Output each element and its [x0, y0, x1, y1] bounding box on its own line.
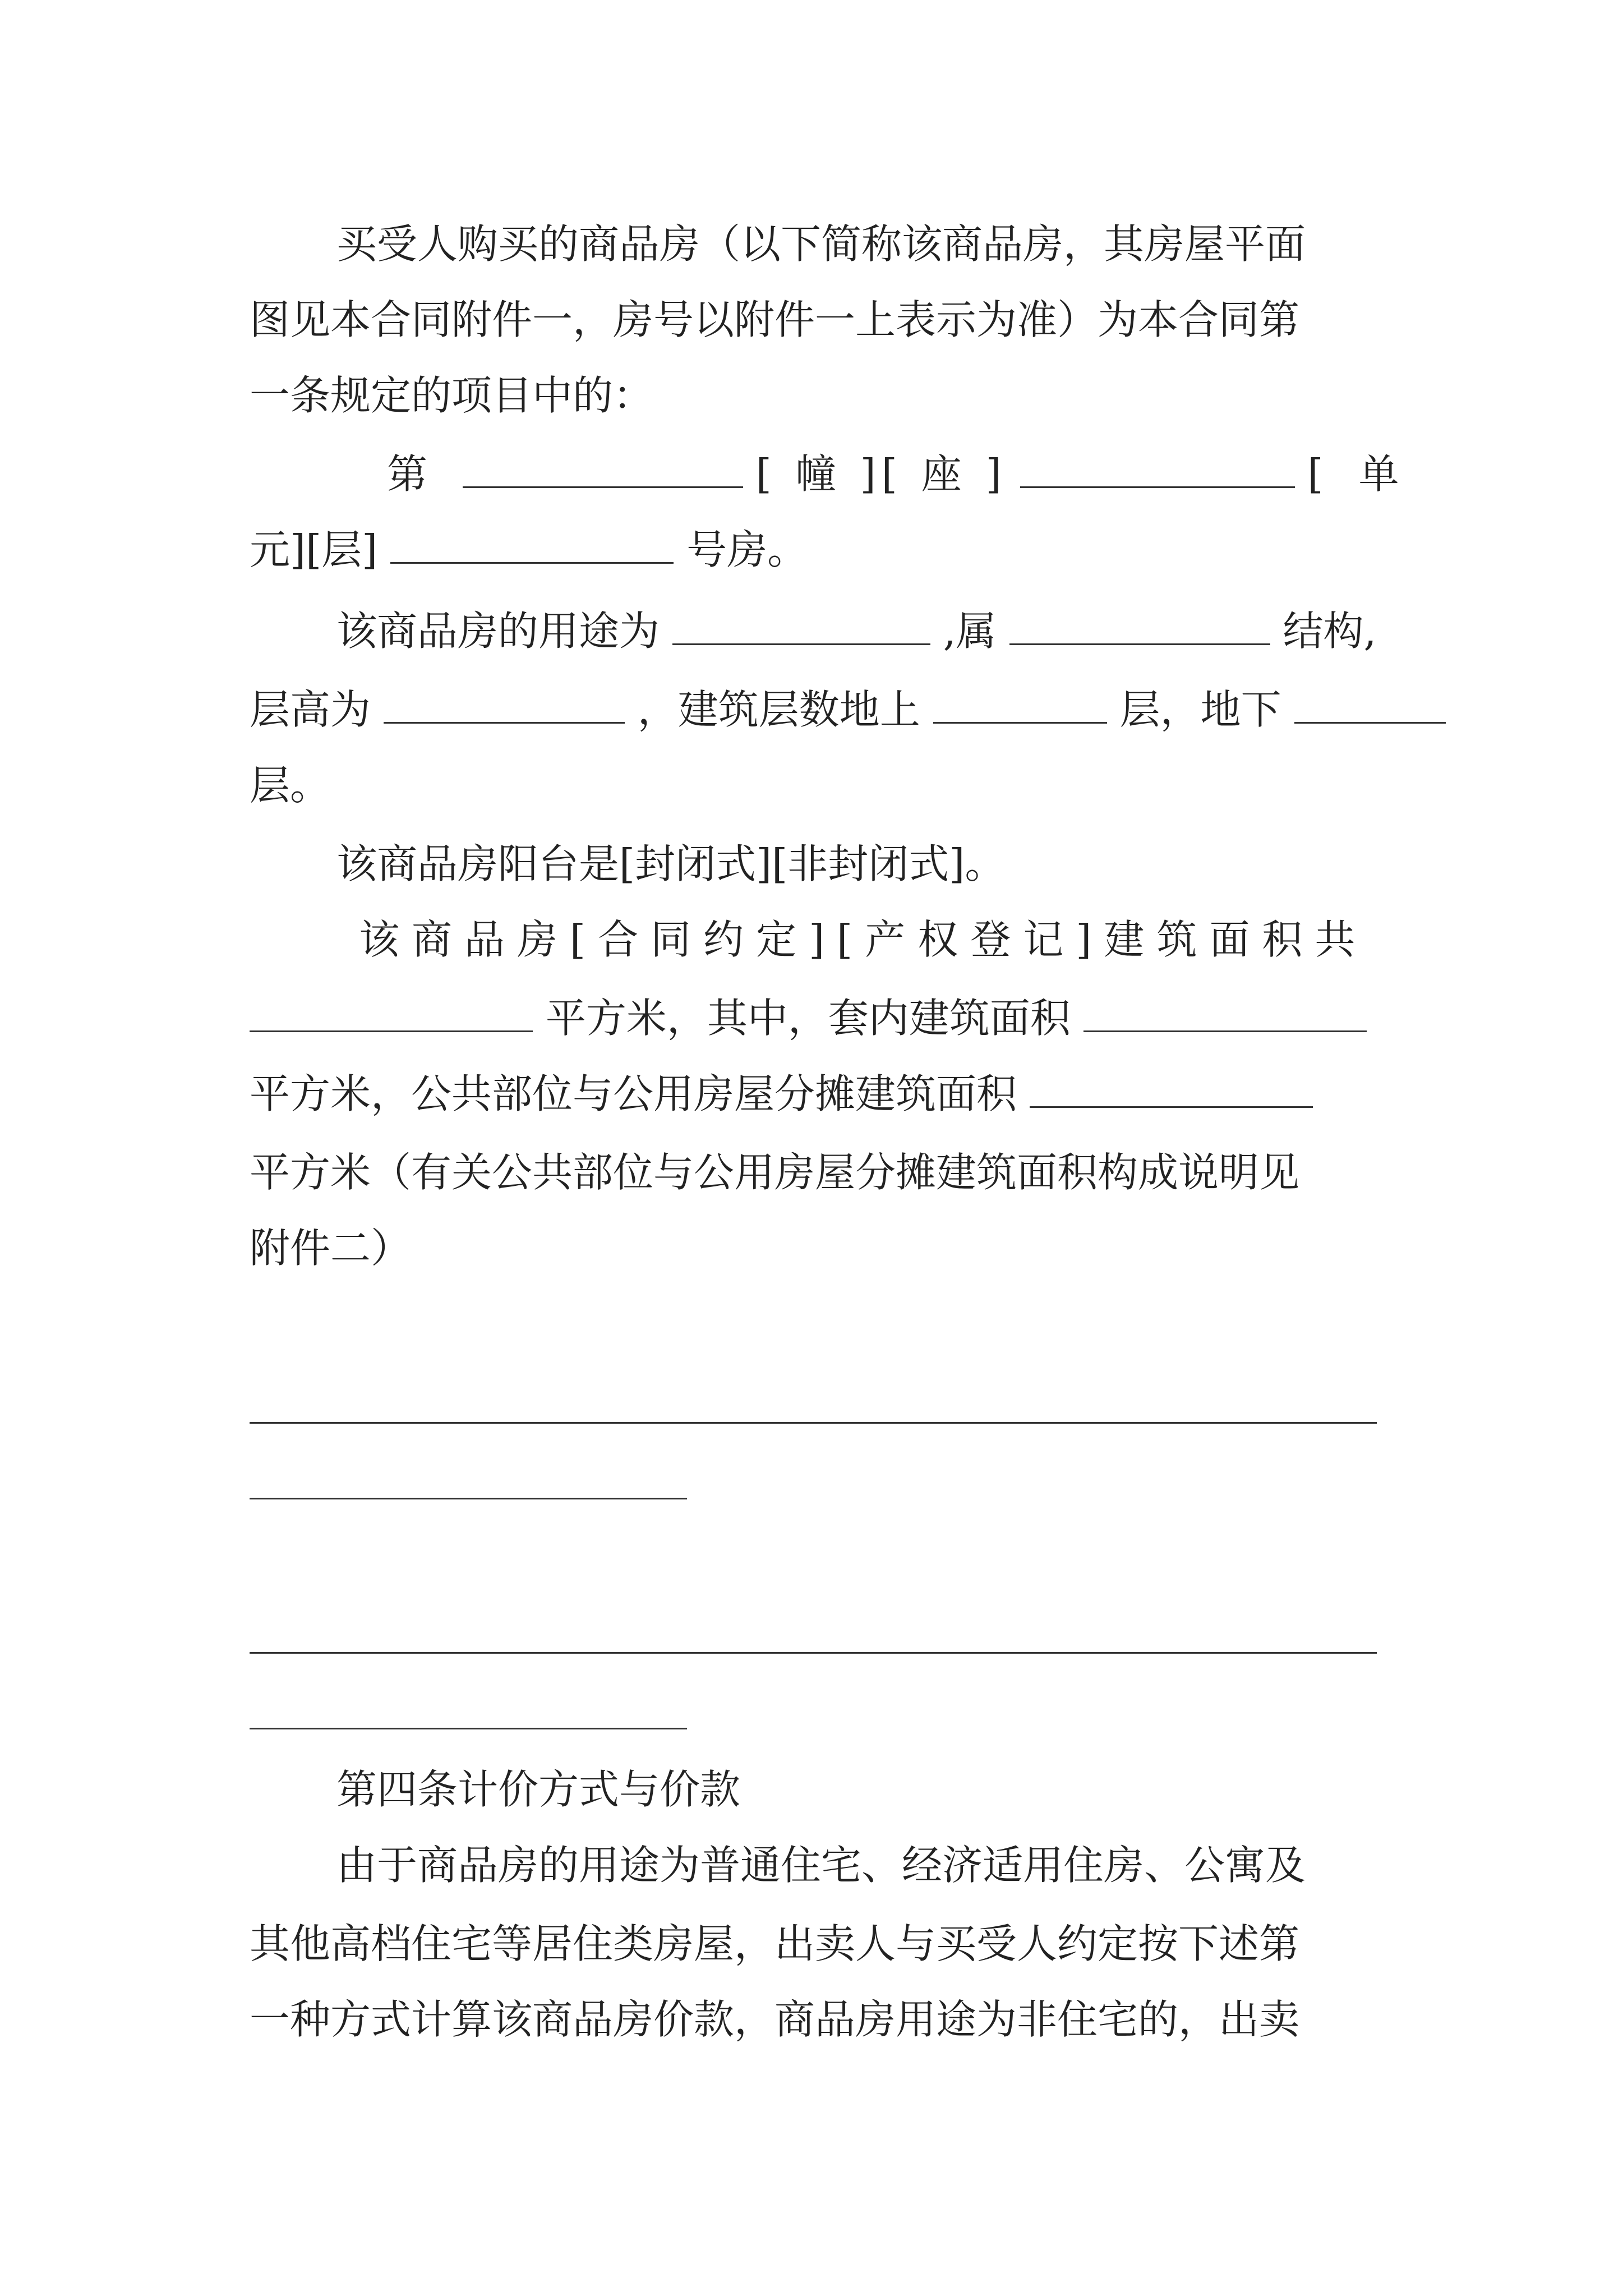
text-room-number: 号房。: [686, 526, 808, 573]
text-shu: ,属: [943, 608, 997, 655]
paragraph-5-line-3: [250, 1066, 1391, 1122]
paragraph-5-line-2: [250, 990, 1391, 1046]
text-structure: 结构,: [1283, 608, 1377, 655]
text-usage: 该商品房的用途为: [336, 608, 660, 655]
inner-area-blank[interactable]: [1083, 997, 1367, 1032]
text-inner-area: 平方米，其中，套内建筑面积: [545, 995, 1071, 1042]
fill-blank-2-line-1[interactable]: [250, 1652, 1377, 1654]
paragraph-5-line-4: 平方米（有关公共部位与公用房屋分摊建筑面积构成说明见: [250, 1149, 1300, 1196]
paragraph-1-line-1: 买受人购买的商品房（以下简称该商品房，其房屋平面: [336, 220, 1306, 268]
paragraph-3-line-2: [250, 682, 1391, 738]
text-building-unit: [ 幢 ][ 座 ]: [755, 450, 1007, 498]
fill-blank-2-line-2[interactable]: [250, 1728, 687, 1729]
paragraph-2-line-1: [387, 446, 1410, 502]
floor-number-blank[interactable]: [390, 528, 674, 564]
structure-blank[interactable]: [1009, 610, 1270, 645]
paragraph-3-line-1: [336, 603, 1391, 659]
paragraph-7-line-2: 其他高档住宅等居住类房屋，出卖人与买受人约定按下述第: [250, 1920, 1300, 1967]
text-di: 第: [387, 450, 428, 498]
paragraph-1-line-2: 图见本合同附件一，房号以附件一上表示为准）为本合同第: [250, 296, 1300, 343]
paragraph-1-line-3: 一条规定的项目中的：: [250, 372, 654, 419]
text-floor-height: 层高为: [250, 686, 371, 733]
usage-blank[interactable]: [672, 610, 930, 645]
floors-above-blank[interactable]: [933, 688, 1107, 724]
paragraph-7-line-1: 由于商品房的用途为普通住宅、经济适用住房、公寓及: [336, 1842, 1306, 1889]
paragraph-4-line-1: 该商品房阳台是[封闭式][非封闭式]。: [336, 840, 1006, 887]
total-area-blank[interactable]: [250, 997, 533, 1032]
text-yuan-ceng: 元][层]: [250, 526, 378, 573]
article-4-heading: 第四条计价方式与价款: [336, 1766, 741, 1813]
text-unit: [ 单: [1307, 450, 1410, 498]
text-floors-below: 层，地下: [1119, 686, 1281, 733]
paragraph-3-line-3: 层。: [250, 762, 331, 809]
paragraph-2-line-2: [250, 522, 1391, 578]
fill-blank-1-line-1[interactable]: [250, 1422, 1377, 1424]
paragraph-5-line-1: 该商品房[合同约定][产权登记]建筑面积共: [359, 916, 1368, 963]
floor-height-blank[interactable]: [384, 688, 625, 724]
paragraph-7-line-3: 一种方式计算该商品房价款，商品房用途为非住宅的，出卖: [250, 1996, 1300, 2043]
text-shared-area: 平方米，公共部位与公用房屋分摊建筑面积: [250, 1070, 1017, 1117]
text-floors-above: ，建筑层数地上: [637, 686, 920, 733]
fill-blank-1-line-2[interactable]: [250, 1498, 687, 1499]
building-number-blank[interactable]: [463, 453, 743, 488]
floors-below-blank[interactable]: [1294, 688, 1446, 724]
paragraph-5-line-5: 附件二）: [250, 1225, 412, 1272]
shared-area-blank[interactable]: [1030, 1073, 1313, 1108]
unit-number-blank[interactable]: [1020, 453, 1295, 488]
